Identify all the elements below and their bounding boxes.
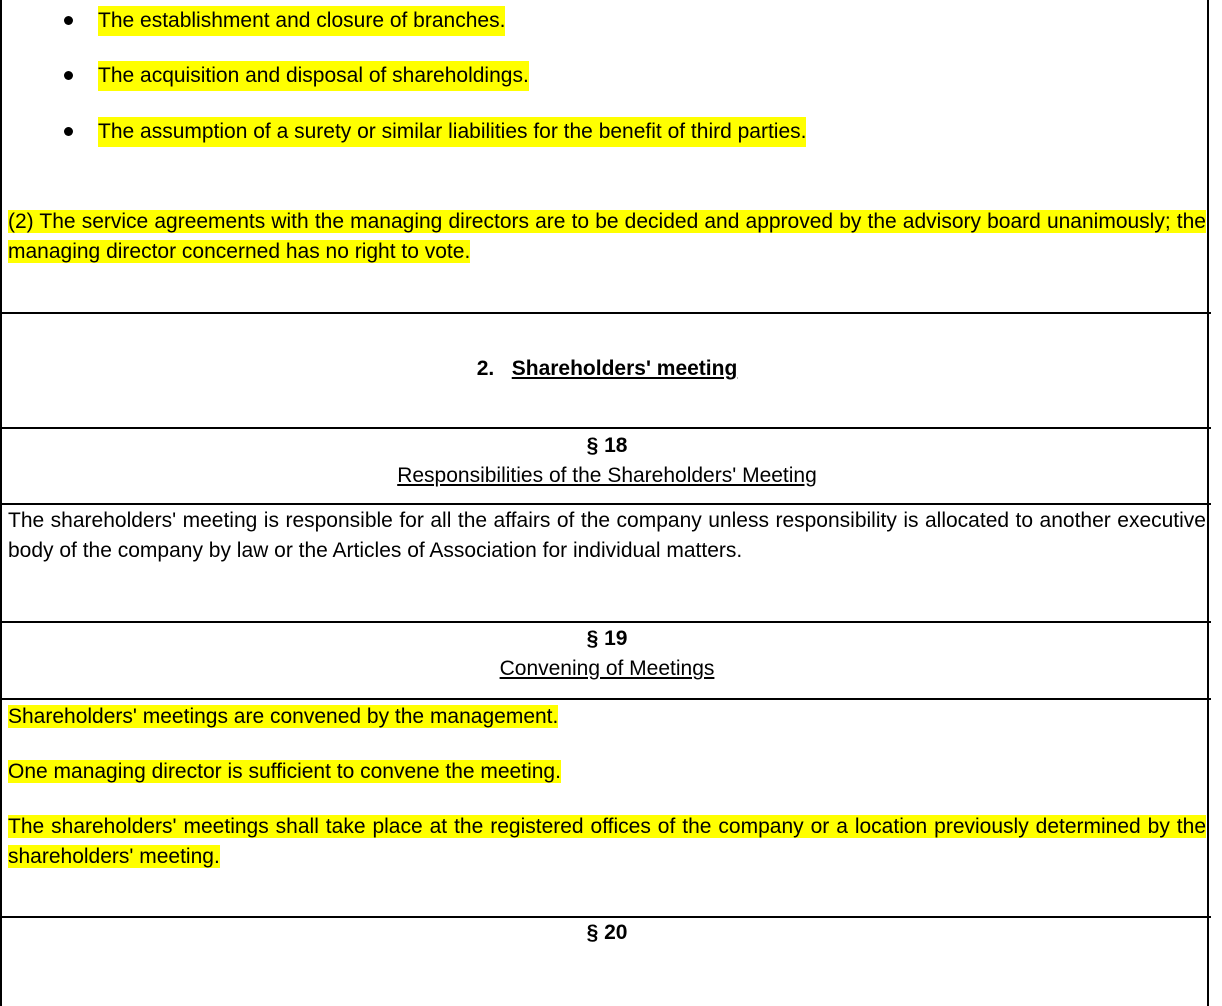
list-item bbox=[58, 61, 1158, 91]
bullet-icon bbox=[64, 127, 73, 136]
bullet-icon bbox=[64, 71, 73, 80]
section-18-heading bbox=[8, 431, 1206, 491]
bullet-text: The establishment and closure of branches. bbox=[98, 6, 505, 36]
section-19-number: § 19 bbox=[586, 627, 628, 650]
list-item bbox=[58, 117, 1158, 147]
section-19-line-2 bbox=[8, 757, 1206, 787]
section-19-text: Shareholders' meetings are convened by the management. bbox=[8, 705, 559, 728]
section-19-title: Convening of Meetings bbox=[499, 657, 715, 680]
section-18-title: Responsibilities of the Shareholders' Meeting bbox=[397, 464, 817, 487]
row-divider bbox=[2, 427, 1211, 429]
section-19-text: The shareholders' meetings shall take place at the registered offices of the company or a location previously determined by the shareholders' meeting. bbox=[8, 815, 1206, 868]
row-divider bbox=[2, 503, 1211, 505]
section-18-number: § 18 bbox=[586, 434, 628, 457]
section-19-text: One managing director is sufficient to convene the meeting. bbox=[8, 760, 561, 783]
section-18-body: The shareholders' meeting is responsible for all the affairs of the company unless responsibility is allocated to another executive body of the company by law or the Articles of Association for individual matters. bbox=[8, 509, 1206, 562]
paragraph-2 bbox=[8, 207, 1206, 267]
section-19-line-1 bbox=[8, 702, 1206, 732]
list-item bbox=[58, 6, 1158, 36]
row-divider bbox=[2, 312, 1211, 314]
section-number: 2. bbox=[476, 357, 495, 380]
bullet-icon bbox=[64, 16, 73, 25]
section-19-heading bbox=[8, 624, 1206, 684]
section-19-line-3 bbox=[8, 812, 1206, 872]
section-20-number: § 20 bbox=[586, 921, 628, 944]
row-divider bbox=[2, 621, 1211, 623]
row-divider bbox=[2, 698, 1211, 700]
bullet-text: The acquisition and disposal of shareholdings. bbox=[98, 61, 529, 91]
bullet-text: The assumption of a surety or similar liabilities for the benefit of third parties. bbox=[98, 117, 806, 147]
section-title: Shareholders' meeting bbox=[511, 357, 738, 380]
paragraph-2-text: (2) The service agreements with the managing directors are to be decided and approved by the advisory board unanimously; the managing director concerned has no right to vote. bbox=[8, 210, 1206, 263]
section-heading bbox=[8, 354, 1206, 384]
